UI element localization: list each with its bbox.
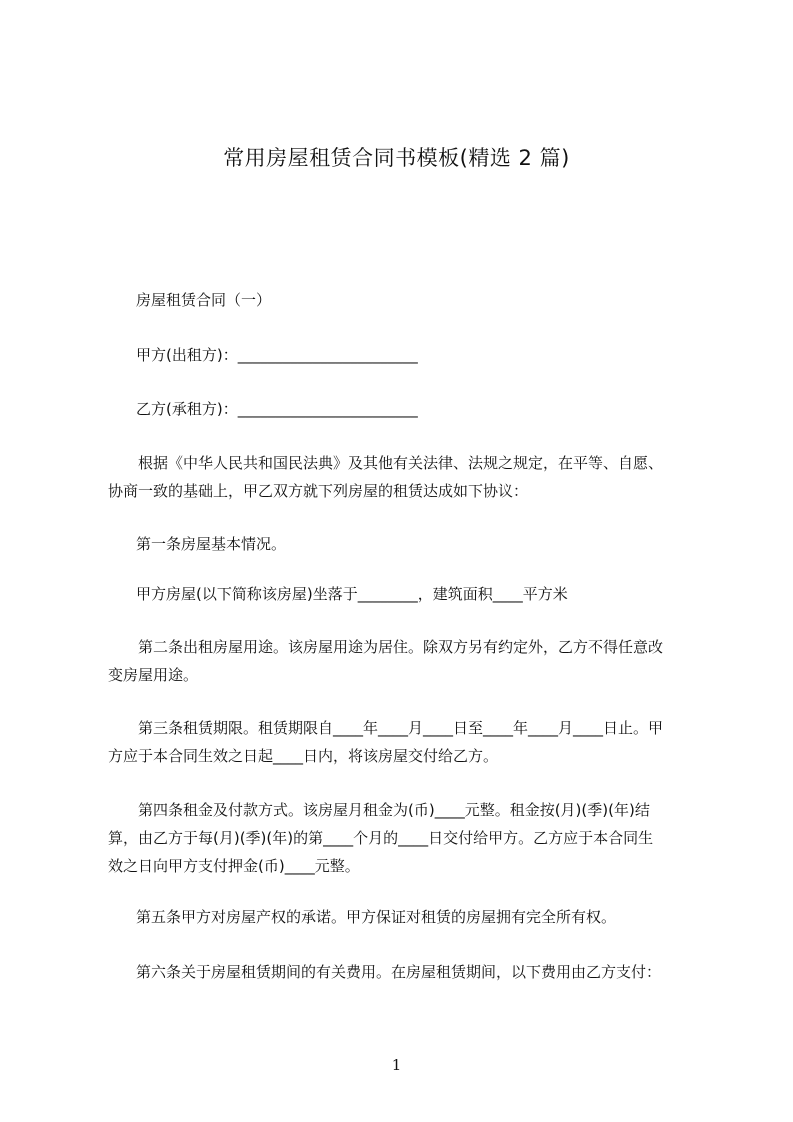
article-4-line-3: 效之日向甲方支付押金(币)____元整。 (108, 857, 360, 875)
article-1-body: 甲方房屋(以下简称该房屋)坐落于________，建筑面积____平方米 (136, 585, 568, 603)
party-b-line: 乙方(承租方)：________________________ (136, 400, 418, 418)
party-a-line: 甲方(出租方)：________________________ (136, 346, 418, 364)
article-3-line-2: 方应于本合同生效之日起____日内，将该房屋交付给乙方。 (108, 747, 499, 765)
article-6: 第六条关于房屋租赁期间的有关费用。在房屋租赁期间，以下费用由乙方支付： (136, 963, 662, 981)
page-number: 1 (391, 1056, 402, 1074)
preamble-line-2: 协商一致的基础上，甲乙双方就下列房屋的租赁达成如下协议： (108, 482, 529, 500)
document-title: 常用房屋租赁合同书模板(精选 2 篇) (223, 146, 570, 170)
article-2-line-1: 第二条出租房屋用途。该房屋用途为居住。除双方另有约定外，乙方不得任意改 (138, 638, 664, 656)
article-3-line-1: 第三条租赁期限。租赁期限自____年____月____日至____年____月____日止。甲 (138, 719, 664, 737)
article-2-line-2: 变房屋用途。 (108, 666, 199, 684)
article-4-line-1: 第四条租金及付款方式。该房屋月租金为(币)____元整。租金按(月)(季)(年)结 (138, 801, 650, 819)
article-5: 第五条甲方对房屋产权的承诺。甲方保证对租赁的房屋拥有完全所有权。 (136, 908, 617, 926)
preamble-line-1: 根据《中华人民共和国民法典》及其他有关法律、法规之规定，在平等、自愿、 (138, 454, 664, 472)
contract-heading: 房屋租赁合同（一） (136, 291, 272, 309)
article-1-heading: 第一条房屋基本情况。 (136, 535, 287, 553)
article-4-line-2: 算，由乙方于每(月)(季)(年)的第____个月的____日交付给甲方。乙方应于本合同生 (108, 829, 654, 847)
